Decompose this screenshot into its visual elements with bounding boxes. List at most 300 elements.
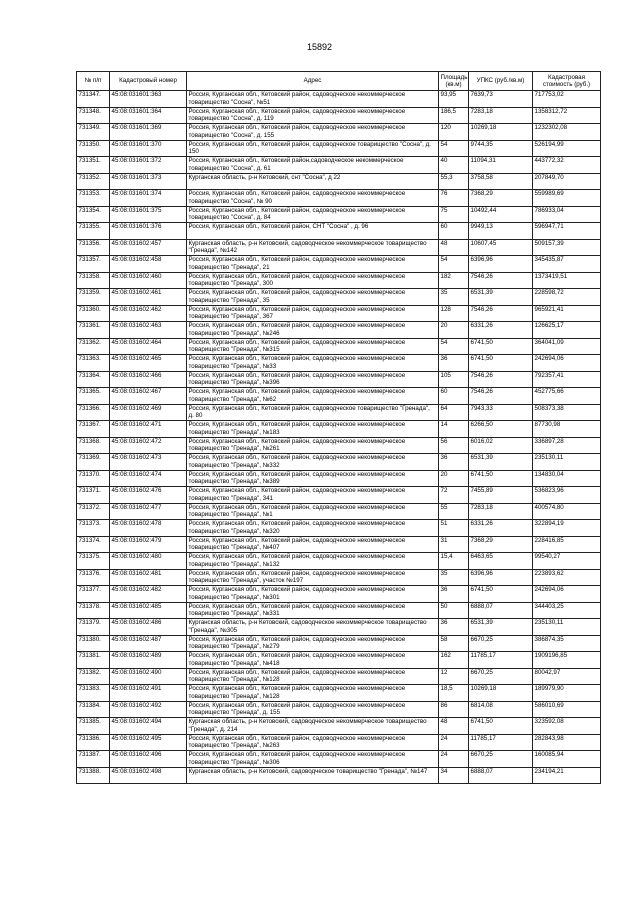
- cell-index: 731356.: [77, 239, 110, 256]
- cell-upks: 7368,29: [469, 190, 533, 207]
- cell-address: Курганская область, р-н Кетовский, садоводческое некоммерческое товарищество "Гренада", №305: [187, 619, 439, 636]
- cell-address: Россия, Курганская обл., Кетовский район, садоводческое некоммерческое товарищество "Гренада", №301: [187, 586, 439, 603]
- cell-index: 731353.: [77, 190, 110, 207]
- cell-address: Россия, Курганская обл., Кетовский район, садоводческое некоммерческое товарищество "Гренада", №261: [187, 437, 439, 454]
- cell-cadastral-number: 45:08:031602:472: [110, 437, 187, 454]
- cell-upks: 7368,29: [469, 536, 533, 553]
- cell-index: 731378.: [77, 602, 110, 619]
- cell-index: 731361.: [77, 322, 110, 339]
- cell-cadastral-value: 80042,97: [533, 668, 601, 685]
- cell-cadastral-value: 126625,17: [533, 322, 601, 339]
- cell-cadastral-number: 45:08:031602:463: [110, 322, 187, 339]
- cell-cadastral-number: 45:08:031602:462: [110, 305, 187, 322]
- table-row: [77, 190, 601, 207]
- cell-area: 48: [439, 239, 469, 256]
- cell-area: 24: [439, 734, 469, 751]
- table-row: [77, 355, 601, 372]
- cell-index: 731366.: [77, 404, 110, 421]
- cell-index: 731377.: [77, 586, 110, 603]
- cell-index: 731354.: [77, 206, 110, 223]
- cell-area: 48: [439, 718, 469, 735]
- cell-cadastral-value: 1373419,51: [533, 272, 601, 289]
- table-row: [77, 272, 601, 289]
- table-row: [77, 371, 601, 388]
- cell-index: 731352.: [77, 173, 110, 190]
- cell-address: Россия, Курганская обл., Кетовский район, садоводческое некоммерческое товарищество "Гренада", №279: [187, 635, 439, 652]
- cell-upks: 6888,07: [469, 767, 533, 784]
- cell-index: 731373.: [77, 520, 110, 537]
- cell-area: 72: [439, 487, 469, 504]
- table-row: [77, 124, 601, 141]
- cell-upks: 10269,18: [469, 685, 533, 702]
- cell-cadastral-value: 786933,04: [533, 206, 601, 223]
- cell-cadastral-number: 45:08:031602:482: [110, 586, 187, 603]
- cell-cadastral-number: 45:08:031602:474: [110, 470, 187, 487]
- cell-area: 35: [439, 289, 469, 306]
- cell-upks: 7546,26: [469, 371, 533, 388]
- cell-index: 731381.: [77, 652, 110, 669]
- table-row: [77, 404, 601, 421]
- cell-upks: 6814,08: [469, 701, 533, 718]
- cell-cadastral-number: 45:08:031602:498: [110, 767, 187, 784]
- cell-cadastral-value: 452775,66: [533, 388, 601, 405]
- cell-area: 36: [439, 619, 469, 636]
- cell-upks: 7546,26: [469, 305, 533, 322]
- cell-upks: 6531,39: [469, 454, 533, 471]
- cell-cadastral-number: 45:08:031601:375: [110, 206, 187, 223]
- cell-cadastral-value: 87730,98: [533, 421, 601, 438]
- cell-cadastral-value: 965921,41: [533, 305, 601, 322]
- cell-cadastral-number: 45:08:031601:372: [110, 157, 187, 174]
- cell-area: 60: [439, 223, 469, 240]
- cell-cadastral-value: 207849,70: [533, 173, 601, 190]
- table-row: [77, 635, 601, 652]
- cell-upks: 6331,26: [469, 322, 533, 339]
- cell-cadastral-number: 45:08:031601:369: [110, 124, 187, 141]
- cell-cadastral-number: 45:08:031602:486: [110, 619, 187, 636]
- cell-cadastral-value: 336897,28: [533, 437, 601, 454]
- cell-area: 50: [439, 602, 469, 619]
- header-address: Адрес: [187, 72, 439, 91]
- cell-upks: 6670,25: [469, 751, 533, 768]
- cell-index: 731348.: [77, 107, 110, 124]
- table-row: [77, 470, 601, 487]
- table-row: [77, 454, 601, 471]
- cell-cadastral-number: 45:08:031601:376: [110, 223, 187, 240]
- cell-address: Россия, Курганская обл., Кетовский район, садоводческое некоммерческое товарищество "Гренада", №306: [187, 751, 439, 768]
- cell-cadastral-number: 45:08:031602:473: [110, 454, 187, 471]
- cell-upks: 6741,50: [469, 338, 533, 355]
- cell-upks: 6888,07: [469, 602, 533, 619]
- cell-cadastral-number: 45:08:031602:480: [110, 553, 187, 570]
- cell-cadastral-number: 45:08:031602:477: [110, 503, 187, 520]
- cell-area: 58: [439, 635, 469, 652]
- cell-cadastral-number: 45:08:031601:363: [110, 91, 187, 108]
- table-row: [77, 602, 601, 619]
- cell-cadastral-value: 228416,85: [533, 536, 601, 553]
- cell-upks: 6670,25: [469, 635, 533, 652]
- cell-cadastral-value: 99540,27: [533, 553, 601, 570]
- cell-area: 86: [439, 701, 469, 718]
- cell-upks: 10492,44: [469, 206, 533, 223]
- cell-area: 40: [439, 157, 469, 174]
- table-row: [77, 338, 601, 355]
- cell-cadastral-value: 282843,98: [533, 734, 601, 751]
- cell-address: Россия, Курганская обл., Кетовский район, садоводческое некоммерческое товарищество "Гренада", д. 155: [187, 701, 439, 718]
- cell-upks: 7639,73: [469, 91, 533, 108]
- cell-upks: 7943,33: [469, 404, 533, 421]
- cell-cadastral-value: 322894,19: [533, 520, 601, 537]
- cell-index: 731375.: [77, 553, 110, 570]
- cell-address: Россия, Курганская обл., Кетовский район, садоводческое некоммерческое товарищество "Гренада", №183: [187, 421, 439, 438]
- cell-index: 731365.: [77, 388, 110, 405]
- cell-address: Россия, Курганская обл., Кетовский район, садоводческое некоммерческое товарищество "Гренада", №332: [187, 454, 439, 471]
- cell-cadastral-number: 45:08:031601:370: [110, 140, 187, 157]
- cell-cadastral-number: 45:08:031602:464: [110, 338, 187, 355]
- cell-cadastral-number: 45:08:031602:465: [110, 355, 187, 372]
- table-row: [77, 322, 601, 339]
- cell-cadastral-value: 223893,62: [533, 569, 601, 586]
- cell-address: Курганская область, р-н Кетовский, снт "Сосна", д 22: [187, 173, 439, 190]
- table-row: [77, 668, 601, 685]
- cell-cadastral-value: 344403,25: [533, 602, 601, 619]
- cell-area: 76: [439, 190, 469, 207]
- cell-address: Россия, Курганская обл., Кетовский район, садоводческое некоммерческое товарищество "Гренада", 21: [187, 256, 439, 273]
- cell-address: Курганская область, р-н Кетовский, садоводческое некоммерческое товарищество "Гренада", д. 214: [187, 718, 439, 735]
- table-row: [77, 421, 601, 438]
- cell-area: 55: [439, 503, 469, 520]
- cell-area: 14: [439, 421, 469, 438]
- table-row: [77, 536, 601, 553]
- cell-area: 186,5: [439, 107, 469, 124]
- cell-index: 731351.: [77, 157, 110, 174]
- cell-address: Россия, Курганская обл., Кетовский район, садоводческое некоммерческое товарищество "Гренада", №263: [187, 734, 439, 751]
- cell-cadastral-value: 364041,09: [533, 338, 601, 355]
- table-row: [77, 487, 601, 504]
- cell-cadastral-value: 508373,38: [533, 404, 601, 421]
- cell-upks: 6741,50: [469, 470, 533, 487]
- table-row: [77, 701, 601, 718]
- table-row: [77, 503, 601, 520]
- cell-address: Россия, Курганская обл., Кетовский район, садоводческое некоммерческое товарищество "Гренада", №246: [187, 322, 439, 339]
- header-cadastral-number: Кадастровый номер: [110, 72, 187, 91]
- cell-area: 24: [439, 751, 469, 768]
- cell-area: 54: [439, 140, 469, 157]
- cell-cadastral-value: 717753,02: [533, 91, 601, 108]
- cell-area: 54: [439, 256, 469, 273]
- cell-cadastral-value: 1232302,08: [533, 124, 601, 141]
- cell-address: Россия, Курганская обл., Кетовский район, садоводческое некоммерческое товарищество "Гренада", №1: [187, 503, 439, 520]
- cell-cadastral-number: 45:08:031601:373: [110, 173, 187, 190]
- cell-upks: 6396,96: [469, 256, 533, 273]
- cell-upks: 7546,26: [469, 272, 533, 289]
- cell-cadastral-number: 45:08:031602:479: [110, 536, 187, 553]
- cell-index: 731388.: [77, 767, 110, 784]
- table-row: [77, 569, 601, 586]
- cell-address: Курганская область, р-н Кетовский, садоводческое товарищество "Гренада", №147: [187, 767, 439, 784]
- cell-address: Россия, Курганская обл., Кетовский район, садоводческое некоммерческое товарищество "Гренада", №389: [187, 470, 439, 487]
- cell-address: Россия, Курганская обл., Кетовский район, садоводческое некоммерческое товарищество "Гренада", №33: [187, 355, 439, 372]
- cell-cadastral-number: 45:08:031602:461: [110, 289, 187, 306]
- cadastral-table: [76, 71, 601, 784]
- cell-index: 731347.: [77, 91, 110, 108]
- cell-cadastral-value: 559989,69: [533, 190, 601, 207]
- cell-cadastral-value: 792357,41: [533, 371, 601, 388]
- cell-upks: 6396,96: [469, 569, 533, 586]
- cell-cadastral-number: 45:08:031602:467: [110, 388, 187, 405]
- cell-index: 731370.: [77, 470, 110, 487]
- table-row: [77, 652, 601, 669]
- cell-address: Россия, Курганская обл., Кетовский район, садоводческое некоммерческое товарищество "Гренада", участок №197: [187, 569, 439, 586]
- cell-upks: 6266,50: [469, 421, 533, 438]
- cell-cadastral-value: 509157,39: [533, 239, 601, 256]
- cell-area: 31: [439, 536, 469, 553]
- table-row: [77, 107, 601, 124]
- cell-cadastral-value: 1909196,85: [533, 652, 601, 669]
- cell-area: 64: [439, 404, 469, 421]
- cell-cadastral-value: 235130,11: [533, 619, 601, 636]
- cell-address: Россия, Курганская обл., Кетовский район, садоводческое некоммерческое товарищество "Гренада", №320: [187, 520, 439, 537]
- cell-area: 128: [439, 305, 469, 322]
- cell-upks: 11094,31: [469, 157, 533, 174]
- cell-cadastral-number: 45:08:031602:495: [110, 734, 187, 751]
- cell-address: Россия, Курганская обл., Кетовский район, садоводческое товарищество "Сосна", д. 150: [187, 140, 439, 157]
- cell-cadastral-value: 189979,90: [533, 685, 601, 702]
- cell-index: 731372.: [77, 503, 110, 520]
- cell-upks: 7455,89: [469, 487, 533, 504]
- cell-index: 731357.: [77, 256, 110, 273]
- cell-area: 12: [439, 668, 469, 685]
- cell-area: 36: [439, 355, 469, 372]
- cell-address: Россия, Курганская обл., Кетовский район, садоводческое некоммерческое товарищество "Сосна", № 90: [187, 190, 439, 207]
- cell-address: Россия, Курганская обл., Кетовский район, садоводческое некоммерческое товарищество "Гренада", №128: [187, 685, 439, 702]
- cell-upks: 6531,39: [469, 619, 533, 636]
- table-row: [77, 256, 601, 273]
- table-row: [77, 685, 601, 702]
- cell-upks: 6741,50: [469, 355, 533, 372]
- cell-upks: 11785,17: [469, 652, 533, 669]
- cell-cadastral-value: 323592,08: [533, 718, 601, 735]
- cell-index: 731376.: [77, 569, 110, 586]
- cell-address: Россия, Курганская обл., Кетовский район, садоводческое некоммерческое товарищество "Гренада", №331: [187, 602, 439, 619]
- cell-address: Россия, Курганская обл., Кетовский район, садоводческое некоммерческое товарищество "Сосна", №51: [187, 91, 439, 108]
- cell-cadastral-number: 45:08:031602:466: [110, 371, 187, 388]
- header-index: № п/п: [77, 72, 110, 91]
- cell-cadastral-number: 45:08:031602:478: [110, 520, 187, 537]
- cell-cadastral-value: 443772,32: [533, 157, 601, 174]
- cell-upks: 9744,35: [469, 140, 533, 157]
- cell-index: 731382.: [77, 668, 110, 685]
- cell-cadastral-number: 45:08:031602:471: [110, 421, 187, 438]
- cell-cadastral-number: 45:08:031602:487: [110, 635, 187, 652]
- cell-upks: 9949,13: [469, 223, 533, 240]
- cell-upks: 3758,58: [469, 173, 533, 190]
- cell-upks: 6670,25: [469, 668, 533, 685]
- cell-cadastral-number: 45:08:031602:460: [110, 272, 187, 289]
- cell-cadastral-number: 45:08:031602:469: [110, 404, 187, 421]
- cell-area: 56: [439, 437, 469, 454]
- cell-cadastral-value: 586010,69: [533, 701, 601, 718]
- cell-index: 731369.: [77, 454, 110, 471]
- cell-area: 60: [439, 388, 469, 405]
- cell-cadastral-value: 345435,87: [533, 256, 601, 273]
- cell-area: 120: [439, 124, 469, 141]
- header-upks: УПКС (руб./кв.м): [469, 72, 533, 91]
- table-row: [77, 157, 601, 174]
- table-header-row: [77, 72, 601, 91]
- cell-cadastral-value: 526194,99: [533, 140, 601, 157]
- cell-index: 731379.: [77, 619, 110, 636]
- cell-cadastral-value: 160085,94: [533, 751, 601, 768]
- cell-cadastral-number: 45:08:031602:476: [110, 487, 187, 504]
- table-row: [77, 520, 601, 537]
- cell-address: Россия, Курганская обл., Кетовский район, садоводческое некоммерческое товарищество "Гренада", №132: [187, 553, 439, 570]
- cell-index: 731380.: [77, 635, 110, 652]
- cell-index: 731368.: [77, 437, 110, 454]
- cell-area: 93,95: [439, 91, 469, 108]
- cell-cadastral-value: 400574,80: [533, 503, 601, 520]
- cell-address: Россия, Курганская обл., Кетовский район, садоводческое некоммерческое товарищество "Гренада", №418: [187, 652, 439, 669]
- table-row: [77, 751, 601, 768]
- cell-cadastral-number: 45:08:031602:496: [110, 751, 187, 768]
- cell-address: Россия, Курганская обл., Кетовский район, садоводческое товарищество "Гренада", д. 80: [187, 404, 439, 421]
- cell-upks: 6331,26: [469, 520, 533, 537]
- cell-upks: 10607,45: [469, 239, 533, 256]
- cell-index: 731385.: [77, 718, 110, 735]
- cell-area: 54: [439, 338, 469, 355]
- cell-cadastral-number: 45:08:031602:485: [110, 602, 187, 619]
- cell-cadastral-value: 228598,72: [533, 289, 601, 306]
- cell-area: 75: [439, 206, 469, 223]
- table-row: [77, 388, 601, 405]
- table-row: [77, 239, 601, 256]
- cell-cadastral-value: 234194,21: [533, 767, 601, 784]
- cell-area: 55,3: [439, 173, 469, 190]
- cell-cadastral-value: 134830,04: [533, 470, 601, 487]
- cell-address: Россия, Курганская обл., Кетовский район, садоводческое некоммерческое товарищество "Гренада", №128: [187, 668, 439, 685]
- cell-cadastral-number: 45:08:031602:490: [110, 668, 187, 685]
- cell-address: Россия, Курганская обл., Кетовский район, садоводческое некоммерческое товарищество "Гренада", 300: [187, 272, 439, 289]
- cell-upks: 6463,65: [469, 553, 533, 570]
- cell-upks: 7546,26: [469, 388, 533, 405]
- cell-area: 20: [439, 322, 469, 339]
- cell-cadastral-number: 45:08:031602:458: [110, 256, 187, 273]
- cell-upks: 6016,02: [469, 437, 533, 454]
- cell-address: Россия, Курганская обл., Кетовский район, садоводческое некоммерческое товарищество "Сосна", д. 119: [187, 107, 439, 124]
- page-number: 15892: [306, 42, 333, 52]
- cell-cadastral-number: 45:08:031602:494: [110, 718, 187, 735]
- cell-index: 731360.: [77, 305, 110, 322]
- header-cadastral-value: Кадастровая стоимость (руб.): [533, 72, 601, 91]
- cell-area: 15,4: [439, 553, 469, 570]
- cell-cadastral-number: 45:08:031602:492: [110, 701, 187, 718]
- cell-index: 731364.: [77, 371, 110, 388]
- table-row: [77, 140, 601, 157]
- cell-cadastral-value: 536823,96: [533, 487, 601, 504]
- cell-upks: 6741,50: [469, 718, 533, 735]
- cell-address: Россия, Курганская обл., Кетовский район, садоводческое некоммерческое товарищество "Гренада", 341: [187, 487, 439, 504]
- cell-cadastral-value: 235130,11: [533, 454, 601, 471]
- cell-cadastral-value: 242694,06: [533, 586, 601, 603]
- cell-cadastral-value: 386874,35: [533, 635, 601, 652]
- table-row: [77, 767, 601, 784]
- header-area: Площадь (кв.м): [439, 72, 469, 91]
- cell-address: Россия, Курганская обл., Кетовский район, СНТ "Сосна" , д. 96: [187, 223, 439, 240]
- table-row: [77, 305, 601, 322]
- cell-area: 36: [439, 586, 469, 603]
- cell-index: 731363.: [77, 355, 110, 372]
- cell-cadastral-number: 45:08:031602:489: [110, 652, 187, 669]
- table-row: [77, 553, 601, 570]
- cell-index: 731355.: [77, 223, 110, 240]
- cell-address: Россия, Курганская обл., Кетовский район, садоводческое некоммерческое товарищество "Гренада", 35: [187, 289, 439, 306]
- cell-index: 731350.: [77, 140, 110, 157]
- cell-index: 731359.: [77, 289, 110, 306]
- cell-area: 51: [439, 520, 469, 537]
- cell-upks: 7283,18: [469, 107, 533, 124]
- cell-address: Россия, Курганская обл., Кетовский район, садоводческое некоммерческое товарищество "Гренада", 367: [187, 305, 439, 322]
- cell-index: 731387.: [77, 751, 110, 768]
- cell-area: 18,5: [439, 685, 469, 702]
- cell-area: 34: [439, 767, 469, 784]
- cell-address: Россия, Курганская обл., Кетовский район, садоводческое некоммерческое товарищество "Сосна", д. 155: [187, 124, 439, 141]
- cell-index: 731384.: [77, 701, 110, 718]
- cell-upks: 6531,39: [469, 289, 533, 306]
- table-row: [77, 734, 601, 751]
- cell-index: 731374.: [77, 536, 110, 553]
- cell-upks: 11785,17: [469, 734, 533, 751]
- cell-cadastral-number: 45:08:031601:364: [110, 107, 187, 124]
- cell-cadastral-number: 45:08:031601:374: [110, 190, 187, 207]
- cell-upks: 10269,18: [469, 124, 533, 141]
- cell-address: Россия, Курганская обл., Кетовский район, садоводческое некоммерческое товарищество "Гренада", №407: [187, 536, 439, 553]
- cell-upks: 7283,18: [469, 503, 533, 520]
- cell-area: 20: [439, 470, 469, 487]
- cell-address: Россия, Курганская обл., Кетовский район, садоводческое некоммерческое товарищество "Гренада", №315: [187, 338, 439, 355]
- table-row: [77, 289, 601, 306]
- cell-cadastral-number: 45:08:031602:481: [110, 569, 187, 586]
- cell-index: 731367.: [77, 421, 110, 438]
- cell-cadastral-value: 1358312,72: [533, 107, 601, 124]
- cell-address: Россия, Курганская обл., Кетовский район, садоводческое некоммерческое товарищество "Гренада", №396: [187, 371, 439, 388]
- cell-index: 731371.: [77, 487, 110, 504]
- cell-address: Россия, Курганская обл., Кетовский район, садоводческое некоммерческое товарищество "Гренада", №62: [187, 388, 439, 405]
- table-row: [77, 206, 601, 223]
- cell-cadastral-number: 45:08:031602:491: [110, 685, 187, 702]
- table-row: [77, 173, 601, 190]
- cell-address: Курганская область, р-н Кетовский, садоводческое некоммерческое товарищество "Гренада", №142: [187, 239, 439, 256]
- cell-index: 731383.: [77, 685, 110, 702]
- cell-address: Россия, Курганская обл., Кетовский район, садоводческое некоммерческое товарищество "Сосна", д. 84: [187, 206, 439, 223]
- cell-cadastral-number: 45:08:031602:457: [110, 239, 187, 256]
- cell-address: Россия, Курганская обл., Кетовский район,садоводческое некоммерческое товарищество "Сосна", д. 61: [187, 157, 439, 174]
- table-row: [77, 718, 601, 735]
- table-row: [77, 437, 601, 454]
- cell-index: 731349.: [77, 124, 110, 141]
- table-row: [77, 223, 601, 240]
- cell-area: 182: [439, 272, 469, 289]
- cell-area: 35: [439, 569, 469, 586]
- cell-index: 731358.: [77, 272, 110, 289]
- cell-cadastral-value: 596947,71: [533, 223, 601, 240]
- cell-index: 731362.: [77, 338, 110, 355]
- cell-area: 162: [439, 652, 469, 669]
- cell-cadastral-value: 242694,06: [533, 355, 601, 372]
- cell-area: 36: [439, 454, 469, 471]
- table-row: [77, 91, 601, 108]
- cell-area: 105: [439, 371, 469, 388]
- table-row: [77, 619, 601, 636]
